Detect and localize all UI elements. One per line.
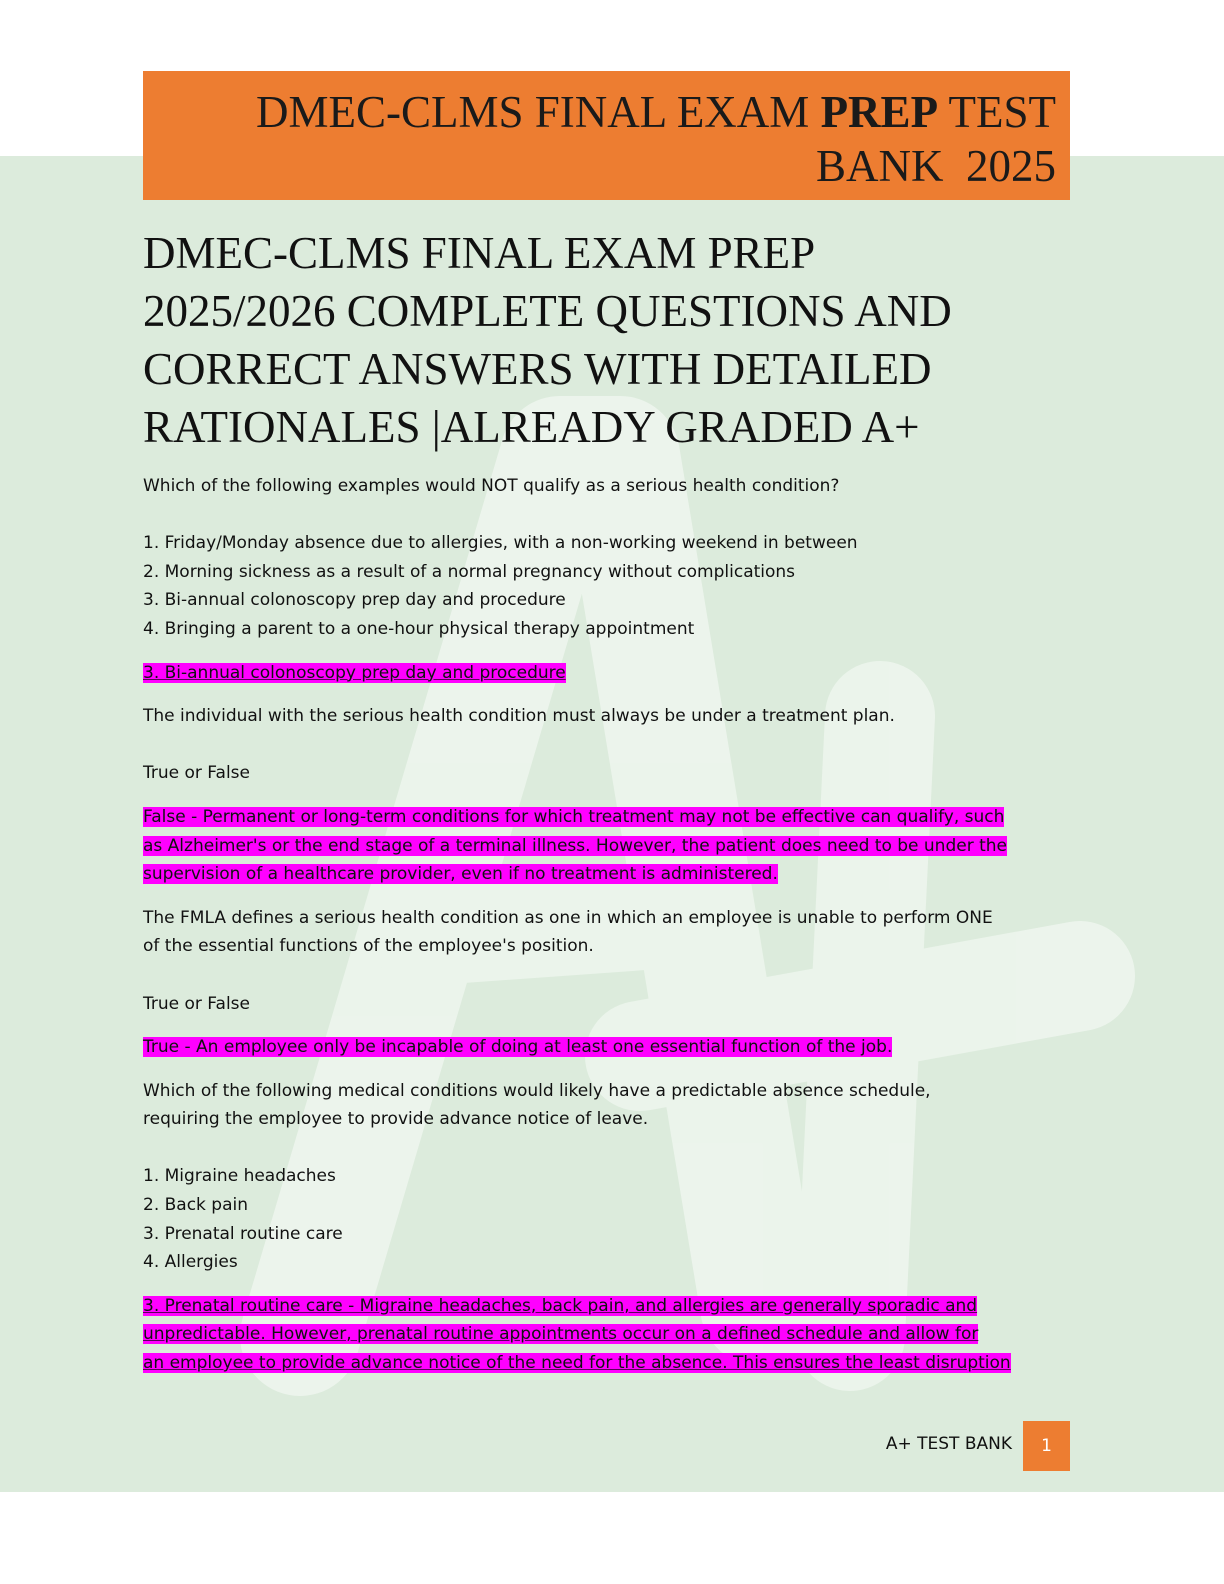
answer-highlight: an employee to provide advance notice of the need for the absence. This ensures the least disruption — [143, 1353, 1011, 1374]
answer-highlight: False - Permanent or long-term conditions for which treatment may not be effective can qualify, such — [143, 806, 1005, 827]
header-line-2: BANK 2025 — [815, 141, 1056, 191]
header-line-1: DMEC-CLMS FINAL EXAM PREP TEST — [255, 87, 1056, 137]
option-item: 3. Prenatal routine care — [143, 1223, 343, 1244]
page-number-badge: 1 — [1023, 1421, 1070, 1471]
option-item: True or False — [143, 763, 250, 784]
answer-highlight: True - An employee only be incapable of doing at least one essential function of the job. — [143, 1037, 893, 1058]
option-item: 3. Bi-annual colonoscopy prep day and procedure — [143, 590, 566, 611]
option-item: 4. Allergies — [143, 1252, 238, 1273]
title-line-4: RATIONALES |ALREADY GRADED A+ — [143, 402, 920, 452]
question-prompt: requiring the employee to provide advance notice of leave. — [143, 1109, 649, 1130]
question-prompt: The FMLA defines a serious health condition as one in which an employee is unable to perform ONE — [143, 907, 993, 928]
question-prompt: Which of the following medical conditions would likely have a predictable absence schedule, — [143, 1080, 931, 1101]
question-prompt: of the essential functions of the employee's position. — [143, 936, 594, 957]
header-bold-word: PREP — [820, 87, 939, 137]
document-title — [143, 224, 1073, 456]
title-line-3: CORRECT ANSWERS WITH DETAILED — [143, 344, 932, 394]
option-item: True or False — [143, 993, 250, 1014]
answer-highlight: supervision of a healthcare provider, even if no treatment is administered. — [143, 864, 778, 885]
header-banner — [143, 71, 1070, 200]
answer-highlight: 3. Prenatal routine care - Migraine headaches, back pain, and allergies are generally sporadic and — [143, 1295, 978, 1316]
title-line-1: DMEC-CLMS FINAL EXAM PREP — [143, 228, 816, 278]
option-item: 1. Migraine headaches — [143, 1166, 336, 1187]
question-prompt: The individual with the serious health condition must always be under a treatment plan. — [143, 706, 895, 727]
title-line-2: 2025/2026 COMPLETE QUESTIONS AND — [143, 286, 952, 336]
answer-highlight: unpredictable. However, prenatal routine appointments occur on a defined schedule and allow for — [143, 1324, 979, 1345]
option-item: 4. Bringing a parent to a one-hour physical therapy appointment — [143, 618, 695, 639]
questions-content — [143, 472, 1075, 1378]
option-item: 2. Morning sickness as a result of a normal pregnancy without complications — [143, 561, 796, 582]
option-item: 1. Friday/Monday absence due to allergies, with a non-working weekend in between — [143, 533, 858, 554]
answer-highlight: as Alzheimer's or the end stage of a terminal illness. However, the patient does need to be under the — [143, 835, 1008, 856]
question-prompt: Which of the following examples would NOT qualify as a serious health condition? — [143, 476, 840, 496]
answer-highlight: 3. Bi-annual colonoscopy prep day and procedure — [143, 662, 566, 683]
footer-label: A+ TEST BANK — [885, 1434, 1012, 1454]
option-item: 2. Back pain — [143, 1195, 249, 1216]
